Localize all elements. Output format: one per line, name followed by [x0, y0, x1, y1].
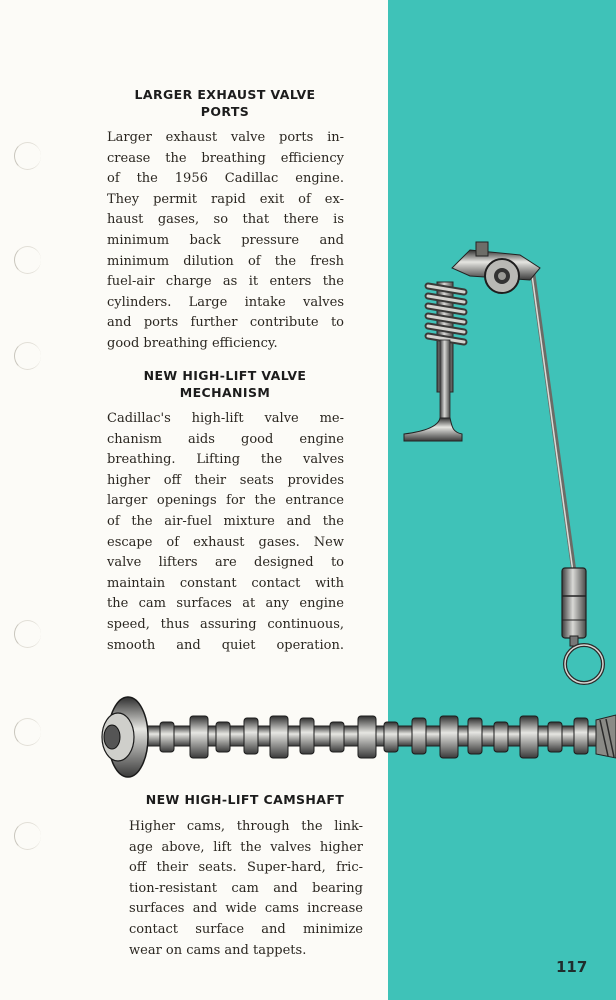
body-line: good breathing efficiency.: [107, 335, 278, 351]
cam-lobe: [244, 718, 258, 754]
body-line: haust gases, so that there is: [107, 212, 344, 228]
cam-lobe: [300, 718, 314, 754]
heading-line: PORTS: [200, 104, 250, 119]
body-line: Higher cams, through the link-: [129, 819, 363, 834]
cam-lobe: [494, 722, 508, 752]
section-heading-camshaft: [110, 791, 380, 808]
body-line: surfaces and wide cams increase: [129, 901, 363, 917]
body-line: chanism aids good engine: [107, 431, 344, 447]
heading-line: LARGER EXHAUST VALVE: [134, 87, 316, 102]
body-line: cylinders. Large intake valves: [107, 294, 344, 310]
heading-line: MECHANISM: [179, 385, 271, 400]
cam-lobe: [270, 716, 288, 758]
body-line: They permit rapid exit of ex-: [107, 191, 344, 207]
cam-lobe: [412, 718, 426, 754]
body-line: escape of exhaust gases. New: [107, 534, 344, 550]
cam-lobe: [190, 716, 208, 758]
valve-stem: [440, 340, 450, 420]
body-line: fuel-air charge as it enters the: [107, 274, 344, 290]
camshaft-lobes: [160, 716, 588, 758]
body-line: the cam surfaces at any engine: [107, 596, 344, 612]
body-line: valve lifters are designed to: [107, 555, 344, 571]
heading-line: NEW HIGH-LIFT VALVE: [143, 368, 307, 383]
body-line: breathing. Lifting the valves: [107, 452, 344, 468]
push-rod: [532, 268, 574, 572]
body-line: wear on cams and tappets.: [129, 942, 307, 958]
body-line: maintain constant contact with: [107, 575, 344, 591]
body-line: and ports further contribute to: [107, 315, 344, 331]
body-line: of the 1956 Cadillac engine.: [107, 171, 344, 187]
valve-head: [404, 418, 462, 441]
cam-lobe: [440, 716, 458, 758]
body-line: Larger exhaust valve ports in-: [107, 130, 344, 145]
body-line: off their seats. Super-hard, fric-: [129, 860, 363, 876]
page-number: 117: [556, 958, 588, 976]
cam-lobe: [358, 716, 376, 758]
body-line: age above, lift the valves higher: [129, 839, 363, 855]
body-line: larger openings for the entrance: [107, 493, 344, 509]
body-line: Cadillac's high-lift valve me-: [107, 411, 344, 426]
body-line: of the air-fuel mixture and the: [107, 513, 344, 529]
cam-lobe: [574, 718, 588, 754]
camshaft-illustration: [102, 697, 616, 777]
cam-lobe: [160, 722, 174, 752]
body-line: minimum back pressure and: [107, 232, 344, 248]
valve-lifter: [562, 568, 586, 638]
heading-line: NEW HIGH-LIFT CAMSHAFT: [145, 792, 345, 807]
cam-lobe: [216, 722, 230, 752]
body-line: crease the breathing efficiency: [107, 150, 344, 166]
cam-lobe: [548, 722, 562, 752]
body-line: tion-resistant cam and bearing: [129, 880, 363, 896]
cam-lobe: [520, 716, 538, 758]
cam-lobe: [468, 718, 482, 754]
body-line: contact surface and minimize: [129, 921, 363, 937]
cam-lobe: [384, 722, 398, 752]
body-line: higher off their seats provides: [107, 472, 344, 488]
cam-lobe: [330, 722, 344, 752]
body-line: speed, thus assuring continuous,: [107, 616, 344, 632]
body-line: minimum dilution of the fresh: [107, 253, 344, 269]
body-line: smooth and quiet operation.: [107, 637, 344, 653]
section-body-camshaft: [129, 817, 363, 961]
valve-mechanism-illustration: [404, 242, 603, 683]
